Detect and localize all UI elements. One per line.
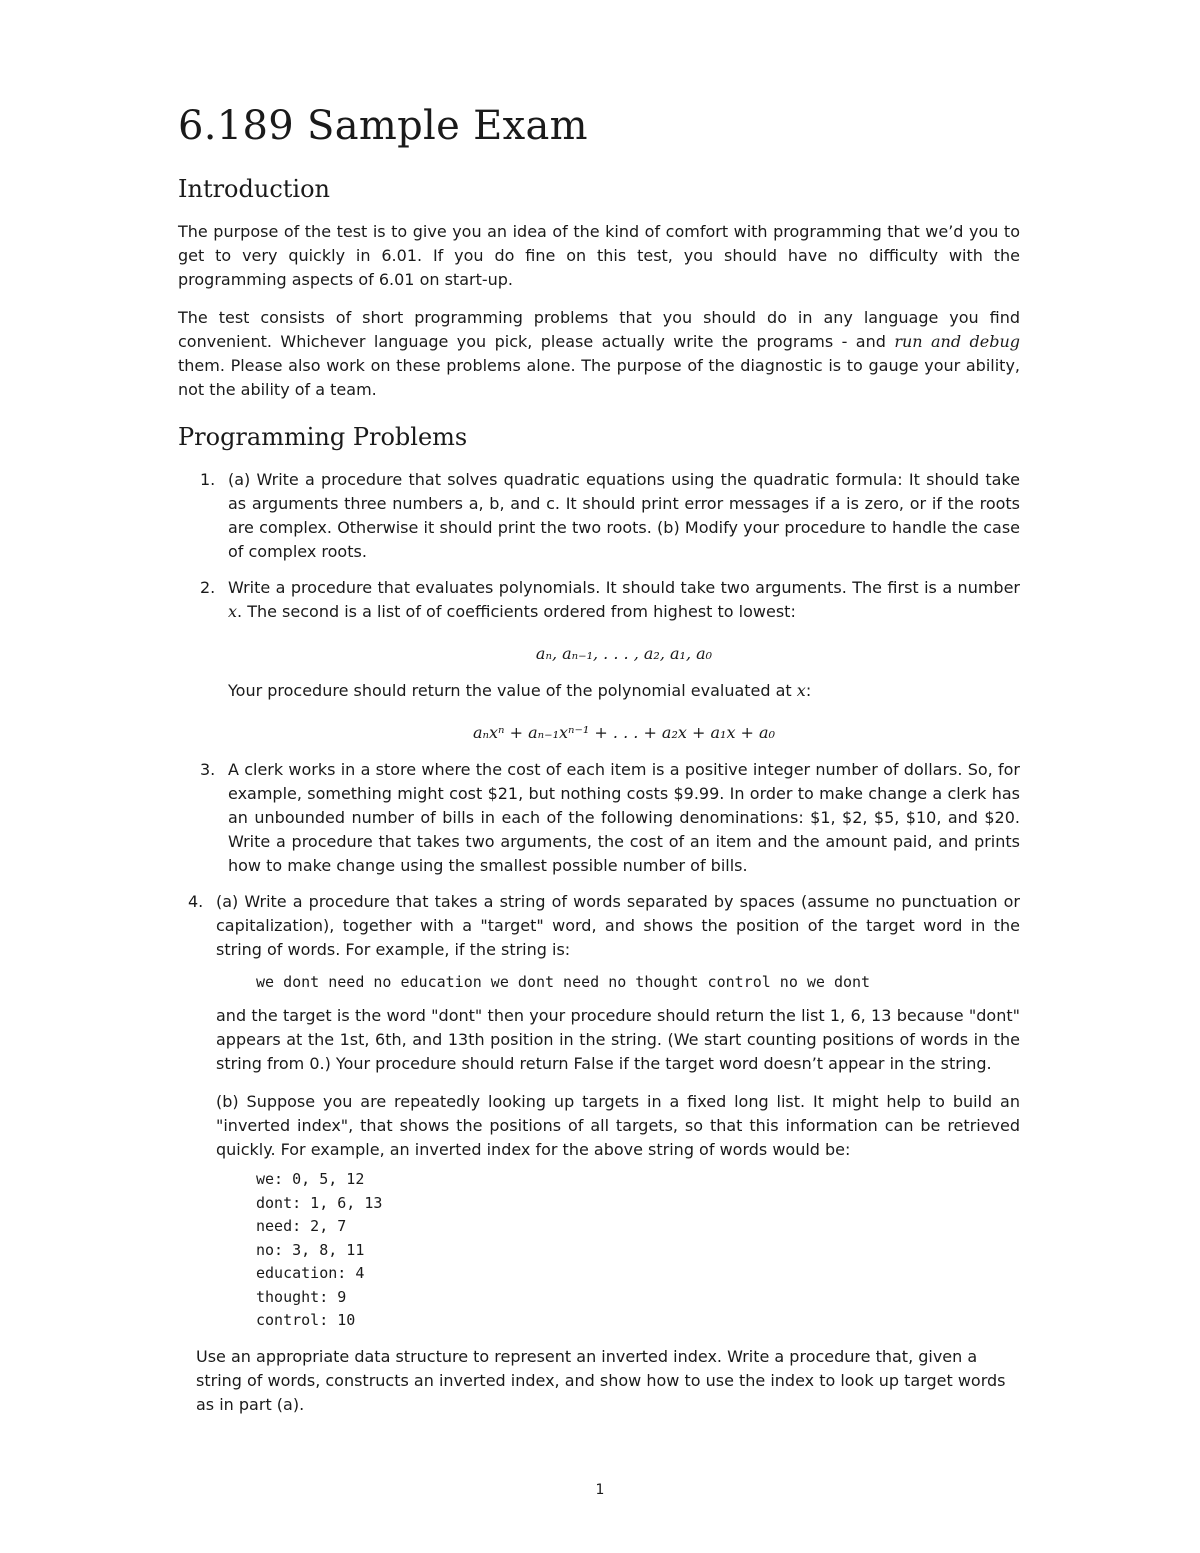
intro-heading: Introduction bbox=[178, 175, 330, 203]
problem-2-text-after: . The second is a list of of coefficients ordered from highest to lowest: bbox=[237, 602, 796, 621]
problem-2-middle-before: Your procedure should return the value of the polynomial evaluated at bbox=[228, 681, 797, 700]
problem-3-text: A clerk works in a store where the cost of each item is a positive integer number of dollars. So, for example, something might cost $21, but nothing costs $9.99. In order to make change a clerk has an unbounded number of bills in each of the following denominations: $1, $2, $5, $10, and $20. Write a procedure that takes two arguments, the cost of an item and the amount paid, and prints how to make change using the smallest possible number of bills. bbox=[228, 760, 1020, 875]
problem-number: 4. bbox=[188, 892, 204, 911]
coefficient-list-equation: aₙ, aₙ₋₁, . . . , a₂, a₁, a₀ bbox=[535, 644, 713, 663]
problem-4 bbox=[178, 890, 1020, 1333]
intro-p2-emphasis: run and debug bbox=[894, 332, 1020, 351]
problem-number: 1. bbox=[200, 470, 216, 489]
problem-4b-text: (b) Suppose you are repeatedly looking up targets in a fixed long list. It might help to build an "inverted index", that shows the positions of all targets, so that this information can be retrieved quickly. For example, an inverted index for the above string of words would be: bbox=[216, 1092, 1020, 1159]
intro-paragraph-1: The purpose of the test is to give you an idea of the kind of comfort with programming that we’d you to get to very quickly in 6.01. If you do fine on this test, you should have no difficulty with the programming aspects of 6.01 on start-up. bbox=[178, 222, 1020, 289]
index-entry: no: 3, 8, 11 bbox=[256, 1240, 365, 1259]
var-x: x bbox=[228, 602, 238, 621]
final-paragraph: Use an appropriate data structure to represent an inverted index. Write a procedure that, given a string of words, constructs an inverted index, and show how to use the index to look up target words as in part (a). bbox=[196, 1346, 1006, 1414]
var-x-2: x bbox=[796, 681, 806, 700]
intro-p2-before: The test consists of short programming problems that you should do in any language you find convenient. Whichever language you pick, please actually write the programs - and bbox=[178, 308, 1020, 351]
index-entry: education: 4 bbox=[256, 1264, 365, 1282]
index-entry: dont: 1, 6, 13 bbox=[256, 1193, 383, 1212]
problem-1-text: (a) Write a procedure that solves quadratic equations using the quadratic formula: It should take as arguments three numbers a, b, and c. It should print error messages if a is zero, or if the roots are complex. Otherwise it should print the two roots. (b) Modify your procedure to handle the case of complex roots. bbox=[228, 470, 1020, 561]
problem-list bbox=[178, 468, 1020, 1333]
problem-2 bbox=[178, 576, 1020, 742]
index-entry: thought: 9 bbox=[256, 1287, 347, 1306]
document-page bbox=[178, 100, 1020, 1417]
problem-2-middle bbox=[228, 679, 1020, 703]
problem-number: 3. bbox=[200, 760, 216, 779]
page-title: 6.189 Sample Exam bbox=[178, 103, 588, 149]
index-entry: we: 0, 5, 12 bbox=[256, 1170, 365, 1188]
page-number: 1 bbox=[595, 1482, 605, 1498]
index-entry: need: 2, 7 bbox=[256, 1217, 347, 1235]
inverted-index-example bbox=[256, 1168, 1020, 1333]
intro-p2-after: them. Please also work on these problems alone. The purpose of the diagnostic is to gauge your ability, not the ability of a team. bbox=[178, 356, 1020, 399]
polynomial-equation: aₙxⁿ + aₙ₋₁xⁿ⁻¹ + . . . + a₂x + a₁x + a₀ bbox=[472, 723, 775, 742]
problem-4a-text-2: and the target is the word "dont" then your procedure should return the list 1, 6, 13 because "dont" appears at the 1st, 6th, and 13th position in the string. (We start counting positions of words in the string from 0.) Your procedure should return False if the target word doesn’t appear in the string. bbox=[216, 1006, 1020, 1073]
problem-1 bbox=[178, 468, 1020, 564]
intro-paragraph-2 bbox=[178, 306, 1020, 402]
problem-2-middle-after: : bbox=[805, 681, 812, 700]
problem-4a-text: (a) Write a procedure that takes a string of words separated by spaces (assume no punctuation or capitalization), together with a "target" word, and shows the position of the target word in the string of words. For example, if the string is: bbox=[216, 892, 1020, 959]
example-string: we dont need no education we dont need no thought control no we dont bbox=[256, 973, 871, 991]
index-entry: control: 10 bbox=[256, 1311, 356, 1329]
problem-3 bbox=[178, 758, 1020, 878]
problems-heading: Programming Problems bbox=[178, 423, 468, 451]
problem-2-text bbox=[228, 576, 1020, 624]
problem-number: 2. bbox=[200, 578, 216, 597]
problem-2-text-before: Write a procedure that evaluates polynomials. It should take two arguments. The first is a number bbox=[228, 578, 1020, 597]
